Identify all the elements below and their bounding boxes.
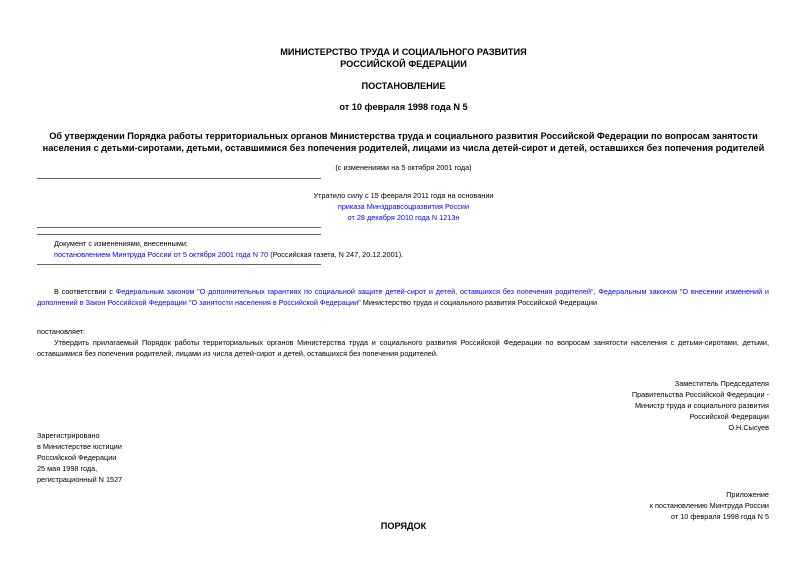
federal-law-guarantees-link[interactable]: Федеральным законом "О дополнительных гарантиях по социальной защите детей-сирот и детей, оставшихся без попечения родителей"	[115, 287, 594, 296]
resolves-paragraph: Утвердить прилагаемый Порядок работы территориальных органов Министерства труда и социального развития Российской Федерации по вопросам занятости населения с детьми-сиротами, детьми, оставшимися без попечения родителей, лицами из числа детей-сирот и детей, оставшихся без попечения родителей.	[37, 338, 769, 358]
signature-line: Министр труда и социального развития	[634, 401, 769, 410]
resolves-label: постановляет:	[37, 327, 86, 336]
signatory-name: О.Н.Сысуев	[728, 423, 769, 432]
signature-block	[469, 378, 769, 433]
divider	[37, 178, 321, 179]
signature-line: Заместитель Председателя	[674, 379, 769, 388]
divider	[37, 227, 321, 228]
ministry-name-line2: РОССИЙСКОЙ ФЕДЕРАЦИИ	[340, 59, 467, 69]
preamble-paragraph: В соответствии с Федеральным законом "О дополнительных гарантиях по социальной защите детей-сирот и детей, оставшихся без попечения родителей", Федеральным законом "О внесении изменений и дополнений в Закон Российской Федерации "О занятости населения в Российской Федерации" Министерство труда и социального развития Российской Федерации	[37, 287, 770, 307]
divider	[37, 264, 321, 265]
amendment-source: (Российская газета, N 247, 20.12.2001).	[268, 250, 404, 259]
document-title-line2: населения с детьми-сиротами, детьми, оставшимися без попечения родителей, лицами из числа детей-сирот и детей, оставшихся без попечения родителей	[42, 143, 765, 153]
divider	[37, 234, 321, 235]
ministry-name-line1: МИНИСТЕРСТВО ТРУДА И СОЦИАЛЬНОГО РАЗВИТИЯ	[280, 47, 527, 57]
signature-line: Российской Федерации	[689, 412, 769, 421]
document-title-line1: Об утверждении Порядка работы территориальных органов Министерства труда и социального развития Российской Федерации по вопросам занятости	[49, 131, 758, 141]
changes-note: (с изменениями на 5 октября 2001 года)	[335, 163, 472, 172]
amendment-decree-link[interactable]: постановлением Минтруда России от 5 октября 2001 года N 70	[54, 250, 269, 259]
expired-note: Утратило силу с 15 февраля 2011 года на основании	[313, 191, 494, 200]
appendix-line: от 10 февраля 1998 года N 5	[670, 512, 769, 521]
order-title: ПОРЯДОК	[380, 521, 427, 531]
expired-order-link[interactable]: приказа Минздравсоцразвития России	[337, 202, 470, 211]
signature-line: Правительства Российской Федерации -	[631, 390, 769, 399]
appendix-line: Приложение	[726, 490, 769, 499]
appendix-block	[469, 489, 769, 522]
amendments-line	[54, 249, 403, 260]
registration-line: Зарегистрировано	[37, 431, 100, 440]
federal-law-amendments-link[interactable]: Федеральным законом "О внесении изменений и дополнений в Закон Российской Федерации "О занятости населения в Российской Федерации"	[37, 287, 770, 307]
registration-block	[37, 430, 122, 485]
amendments-heading: Документ с изменениями, внесенными:	[54, 239, 188, 248]
document-type: ПОСТАНОВЛЕНИЕ	[361, 81, 446, 91]
expired-order-date-link[interactable]: от 28 декабря 2010 года N 1213н	[347, 213, 460, 222]
registration-date: 25 мая 1998 года,	[37, 464, 98, 473]
registration-line: Российской Федерации	[37, 453, 117, 462]
registration-line: в Министерстве юстиции	[37, 442, 122, 451]
appendix-line: к постановлению Минтруда России	[649, 501, 769, 510]
registration-number: регистрационный N 1527	[37, 475, 123, 484]
document-date: от 10 февраля 1998 года N 5	[339, 102, 468, 112]
